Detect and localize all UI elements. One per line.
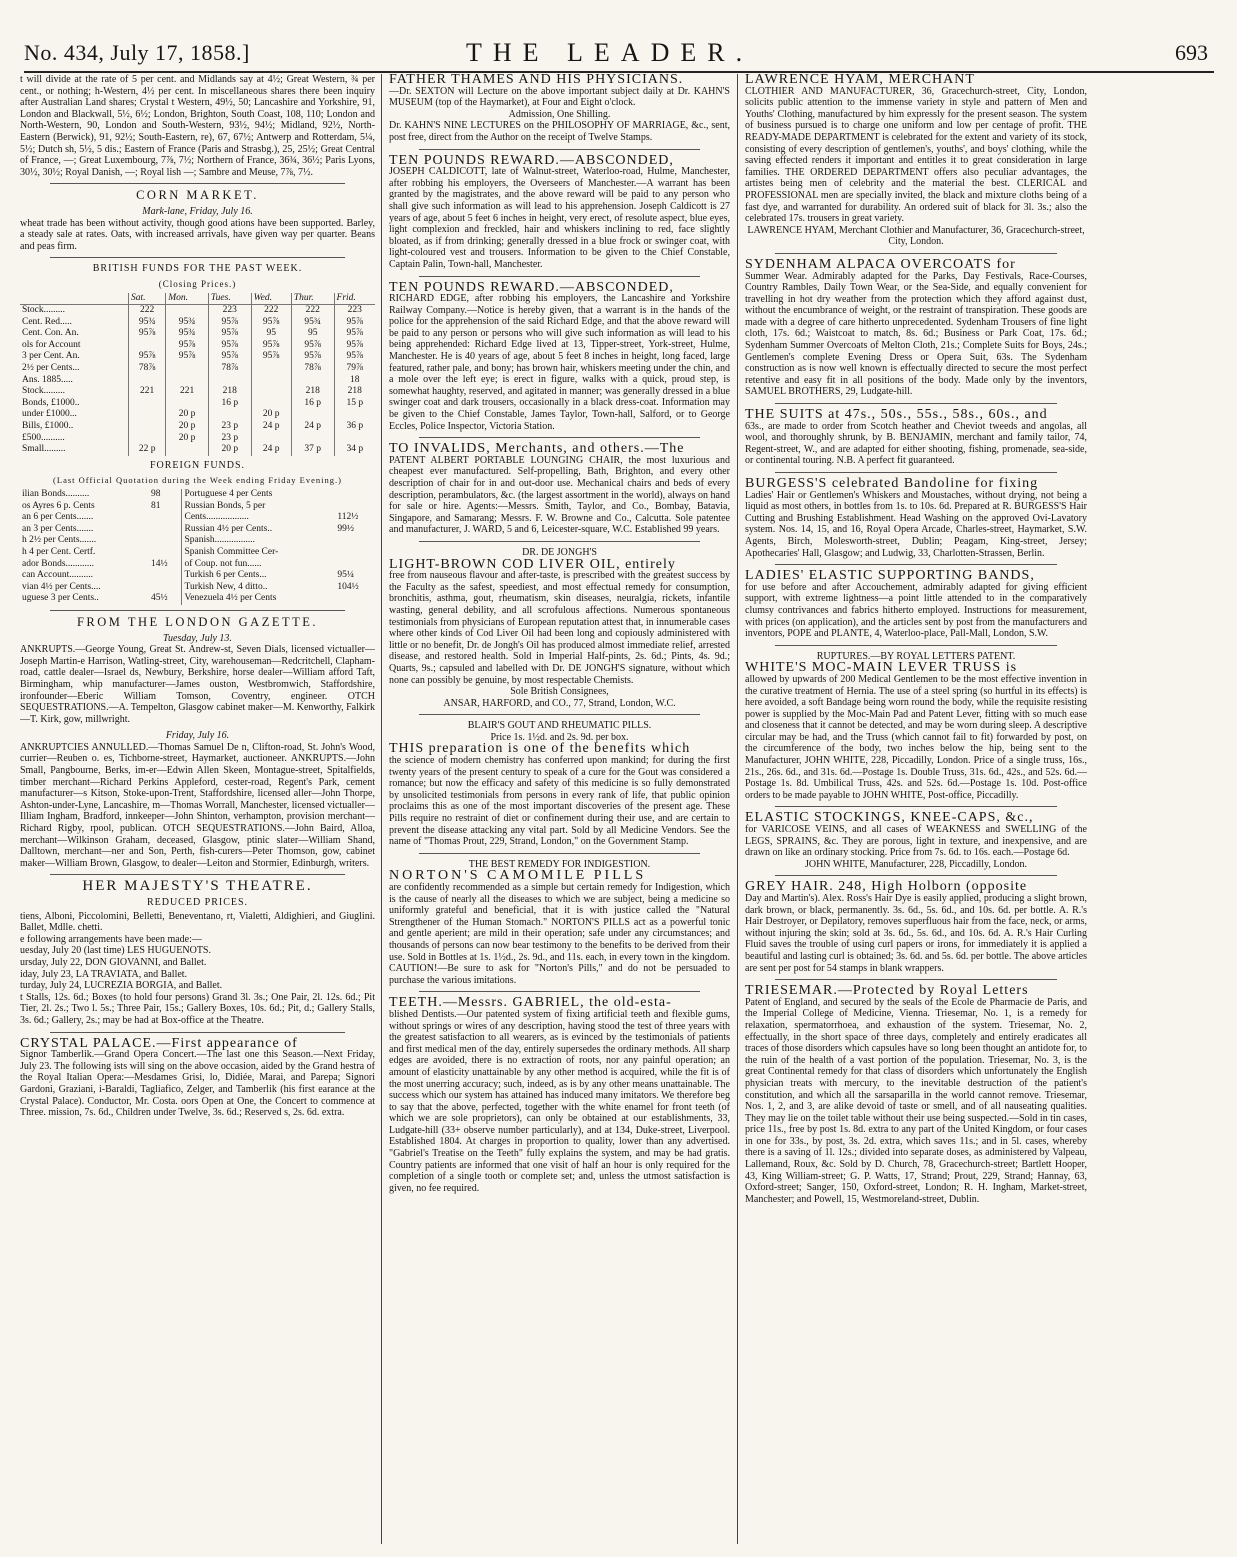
ad-body: Day and Martin's). Alex. Ross's Hair Dye is easily applied, producing a slight brown, dark brown, or black, permanently. 3s. 6d., 5s. 6d., and 10s. 6d. per bottle. A. R.'s Hair Destroyer, or Depilatory, removes superfluous hair from the face, neck, or arms, without injuring the skin; sold at 3s. 6d., 5s. 6d., and 10s. 6d. A. R.'s Hair Curling Fluid saves the trouble of using curl papers or irons, for immediately it is applied a beautiful and lasting curl is obtained; 3s. 6d. and 5s. 6d. per bottle. The above articles are sent per post for 54 stamps in blank wrappers. [745,893,1087,974]
table-cell [166,363,209,375]
table-row [20,593,375,605]
table-column-header: Mon. [166,293,209,305]
ad-body: blished Dentists.—Our patented system of fixing artificial teeth and flexible gums, without springs or wires of any description, having stood the test of three years with the greatest satisfaction to all wearers, as is evinced by the testimonials of patients and first medical men of the day, entirely supersedes the ordinary methods. All sharp edges are avoided, there is no extraction of roots, nor any painful operation; an amount of elasticity unattainable by any other method is acquired, while the fit is of the most unerring accuracy; such, indeed, as is by any other means unattainable. The success which our system has attained has induced many imitators. We therefore beg to say that the above, perfected, together with the white enamel for front teeth (of which we are sole proprietors), can only be obtained at our establishments, 33, Ludgate-hill (33+ observe number particularly), and at 134, Duke-street, Liverpool. Established 1804. At charges in proportion to quality, lower than any advertised. "Gabriel's Treatise on the Teeth" fully explains the system, and may be had gratis. Country patients are informed that one visit of half an hour is only required for the completion of a single tooth or complete set; and, unless the utmost satisfaction is given, no fee required. [389,1008,730,1194]
table-cell: ilian Bonds.......... [22,489,90,499]
table-cell: of Coup. not fun...... [182,559,335,571]
table-cell: 95¾ [166,317,209,329]
table-row [20,433,375,445]
table-cell [291,375,334,387]
section-rule [419,541,700,542]
table-cell [335,535,375,547]
table-cell: 95⅞ [251,340,291,352]
table-cell: 112½ [337,512,359,523]
table-cell [208,409,251,421]
table-cell: vian 4½ per Cents.... [22,581,101,592]
ad-suits [745,409,1087,467]
foreign-funds-subheading: (Last Official Quotation during the Week ending Friday Evening.) [53,475,342,486]
table-cell [251,386,291,398]
table-row [20,559,375,571]
table-cell [335,559,375,571]
table-row [20,305,375,317]
ad-title: NORTON'S CAMOMILE PILLS [389,868,647,884]
table-cell: 78⅞ [208,363,251,375]
ad-body: RICHARD EDGE, after robbing his employers, the Lancashire and Yorkshire Railway Company.—Notice is hereby given, that a warrant is in the hands of the police for the apprehension of the said Richard Edge, and that the above reward will be paid to any person or persons who will give such information as will lead to his being apprehended: Richard Edge lived at 13, Tipper-street, York-street, Hulme, Manchester. He is 40 years of age, about 5 feet 8 inches in height, long faced, large featured, rather pale, and bony; has brown hair, whiskers meeting under the chin, and a mole over the left eye; is erect in figure, walks with a quick, proud step, is somewhat haughty, reserved, and agitated in manner; was generally dressed in a blue swinger coat and dark trousers, occasionally in a black dress-coat. Information may be given to the Chief Constable, James Taylor, Town-hall, Salford, or to George Eccles, Police Inspector, Victoria Station. [389,293,730,432]
table-cell: 95⅞ [334,328,375,340]
table-cell: an 6 per Cents....... [22,512,94,523]
ad-title: SYDENHAM ALPACA OVERCOATS for [745,256,1016,272]
table-cell: h 2½ per Cents....... [22,535,97,546]
ad-elastic-stockings [745,812,1087,870]
section-rule [50,183,345,184]
ad-title: TO INVALIDS, Merchants, and others.—The [389,441,685,457]
british-funds-subheading: (Closing Prices.) [158,278,237,289]
ad-footer: JOHN WHITE, Manufacturer, 228, Piccadilly, London. [804,858,1028,870]
table-row [20,501,375,513]
table-cell: Stock......... [22,305,66,316]
section-rule [419,276,700,277]
table-row [20,386,375,398]
ad-body: for use before and after Accouchement, admirably adapted for giving efficient support, with extreme lightness—a point little attended to in the comparatively clumsy contrivances and fabrics hitherto employed. Instructions for measurement, with prices (on application), and the articles sent by post from the manufacturers and inventors, POPE and PLANTE, 4, Waterloo-place, Pall-Mall, London, S.W. [745,581,1087,640]
table-cell: 95¾ [166,328,209,340]
gazette-date-2: Friday, July 16. [165,730,230,742]
ad-admission: Admission, One Shilling. [508,108,611,120]
table-row [20,489,375,501]
ad-body: Ladies' Hair or Gentlemen's Whiskers and Moustaches, without drying, not being a liquid as most others, in bottles from 1s. to 10s. 6d. Prepared at R. BURGESS'S Hair Cutting and Brushing Establishment. Head Washing on the approved Ovi-Lavatory system. Nos. 14, 15, and 16, Royal Opera Arcade, Charles-street, Haymarket, S.W. Agents, Birch, Molesworth-street, Dublin; Peagam, King-street, Jersey; Apothecaries' Hall, Glasgow; and Ludwig, 33, Charlotten-Strassen, Berlin. [745,489,1087,559]
ad-norton-pills [389,859,730,987]
section-rule [775,806,1057,807]
theatre-prices: t Stalls, 12s. 6d.; Boxes (to hold four persons) Grand 3l. 3s.; One Pair, 2l. 12s. 6d.; Pit Tier, 2l. 2s.; Two l. 5s.; Three Pair, 15s.; Gallery Boxes, 10s. 6d.; Pit, d.; Gallery Stalls, 3s. 6d.; Gallery, 2s.; may be had at Box-office at the Theatre. [20,991,375,1026]
table-cell [129,375,166,387]
table-cell: 218 [334,386,375,398]
table-cell: 95⅞ [334,317,375,329]
table-cell: Small......... [22,444,66,455]
table-row [20,582,375,594]
table-cell: Ans. 1885..... [22,374,73,385]
table-row [20,512,375,524]
table-cell [335,593,375,605]
ad-pretitle: DR. DE JONGH'S [522,546,597,558]
table-cell: 95⅞ [208,351,251,363]
gazette-date-1: Tuesday, July 13. [163,632,232,644]
table-cell: Stock......... [22,386,66,397]
ad-body: the science of modern chemistry has conferred upon mankind; for during the first twenty years of the present century to speak of a cure for the Gout was considered a romance; but now the efficacy and safety of this medicine is so fully demonstrated by unsolicited testimonials from persons in every rank of life, that public opinion proclaims this as one of the most important discoveries of the present age. These Pills require no restraint of diet or confinement during their use, and are certain to prevent the disease attacking any vital part. Sold by all Medicine Vendors. See the name of "Thomas Prout, 229, Strand, London," on the Government Stamp. [389,755,730,848]
table-cell: 99½ [337,523,354,534]
ad-title: BURGESS'S celebrated Bandoline for fixing [745,476,1039,491]
table-cell: 16 p [291,398,334,410]
table-cell: 95⅞ [166,351,209,363]
table-cell: Cents.................. [182,512,335,524]
table-cell: 23 p [208,421,251,433]
table-cell: Russian Bonds, 5 per [182,501,335,513]
ad-grey-hair [745,881,1087,974]
table-cell: 37 p [291,444,334,456]
table-cell: 20 p [166,421,209,433]
table-cell: uguese 3 per Cents.. [22,593,99,604]
table-row [20,547,375,559]
ad-title: LIGHT-BROWN COD LIVER OIL, entirely [389,556,676,572]
table-column-header [20,293,129,305]
ad-body: —Dr. SEXTON will Lecture on the above important subject daily at Dr. KAHN'S MUSEUM (top of the Haymarket), at Four and Eight o'clock. [389,85,730,109]
table-cell [149,582,182,594]
table-column-header: Thur. [291,293,334,305]
section-rule [419,714,700,715]
table-cell: 218 [291,386,334,398]
table-cell: 2½ per Cents... [22,363,80,374]
table-row [20,351,375,363]
table-cell: 24 p [291,421,334,433]
table-cell: 22 p [129,444,166,456]
table-cell: 95 [251,328,291,340]
table-cell: ador Bonds............ [22,558,95,569]
theatre-program-line: turday, July 24, LUCREZIA BORGIA, and Ballet. [20,980,223,992]
table-cell: 104½ [337,581,359,592]
theatre-heading: HER MAJESTY'S THEATRE. [82,878,313,895]
foreign-funds-table [20,489,375,605]
gazette-text-2: ANKRUPTCIES ANNULLED.—Thomas Samuel De n, Clifton-road, St. John's Wood, currier—Reuben o. es, Tichborne-street, Haymarket, auctioneer. ANKRUPTS.—John Small, Pangbourne, Berks, im-er—Edwin Allen Skeen, Montague-street, Spitalfields, timber merchant—Richard Perkins Appleford, cester-road, Regent's Park, cement manufacturer—s Kitson, Stoke-upon-Trent, Staffordshire, licensed aller—John Thorpe, Ashton-under-Lyne, Lancashire, m—Thomas Worrall, Manchester, licensed victualler—Illiam Ingham, Bradford, innkeeper—John Shinton, verhampton, provision merchant—Richard Rigby, rpool, publican. OTCH SEQUESTRATIONS.—John Baird, Alloa, merchant—Wilkinson Graham, deceased, Glasgow, ptinic slater—William Shand, Dalltown, merchant—ner and Son, Perth, fish-curers—Peter Thomson, gow, cabinet maker—William Brown, Glasgow, to dealer—Leiton and Stormier, Edinburgh, writers. [20,741,375,869]
table-cell: ols for Account [22,339,81,350]
page-number: 693 [1175,40,1208,65]
table-cell [291,409,334,421]
table-cell: 95¾ [129,317,166,329]
ad-body: 63s., are made to order from Scotch heather and Cheviot tweeds and angolas, all wool, and thoroughly shrunk, by B. BENJAMIN, merchant and family tailor, 74, Regent-street, W., and are adapted for either shooting, fishing, promenade, sea-side, or continental touring. N.B. A perfect fit guaranteed. [745,420,1087,467]
ad-title: GREY HAIR. 248, High Holborn (opposite [745,879,1028,895]
table-column-header: Wed. [251,293,291,305]
ad-burgess [745,478,1087,559]
table-cell: 23 p [208,433,251,445]
table-cell: 95¼ [337,570,354,581]
table-cell: Turkish 6 per Cents... [182,570,335,582]
ad-title: WHITE'S MOC-MAIN LEVER TRUSS is [745,660,1018,676]
table-cell [335,547,375,559]
table-cell: 95⅞ [166,340,209,352]
theatre-program-line: iday, July 23, LA TRAVIATA, and Ballet. [20,968,188,980]
ad-blair-pills [389,720,730,848]
ad-father-thames [389,74,730,144]
table-cell [129,433,166,445]
table-cell: Portuguese 4 per Cents [182,489,335,501]
table-cell: Spanish Committee Cer- [182,547,335,559]
column-divider [737,74,738,1544]
table-cell: 36 p [334,421,375,433]
ad-title: THE SUITS at 47s., 50s., 55s., 58s., 60s., and [745,407,1048,423]
table-cell: 78⅞ [291,363,334,375]
table-cell [335,489,375,501]
section-rule [419,853,700,854]
table-column-header: Frid. [334,293,375,305]
page-header [24,36,1214,74]
ad-lawrence-hyam [745,74,1087,248]
table-cell [149,570,182,582]
ad-title: TEN POUNDS REWARD.—ABSCONDED, [389,279,674,295]
table-cell [251,363,291,375]
ad-cod-liver-oil [389,547,730,709]
table-cell: 20 p [166,409,209,421]
table-cell: 15 p [334,398,375,410]
table-cell: 20 p [208,444,251,456]
table-cell [251,398,291,410]
table-cell: 24 p [251,421,291,433]
table-cell [251,433,291,445]
table-cell: Venezuela 4½ per Cents [182,593,335,605]
theatre-program-line: uesday, July 20 (last time) LES HUGUENOTS. [20,945,211,957]
table-cell: Turkish New, 4 ditto.. [182,582,335,594]
ad-body: JOSEPH CALDICOTT, late of Walnut-street, Waterloo-road, Hulme, Manchester, after robbing his employers, the Overseers of Manchester.—A warrant has been granted by the magistrates, and the above reward will be paid to any person who shall give such information as will lead to his apprehension. Joseph Caldicott is 27 years of age, about 5 feet 6 inches in height, very erect, of resolute aspect, blue eyes, light complexion and freckled, hair and whiskers inclining to red, face slightly bloated, as if from drinking; generally dressed in a blue frock or swinger coat, with light-coloured vest and trousers. Information to be given to the Chief Constable, Captain Palin, Town-hall, Manchester. [389,166,730,270]
table-cell: 95⅞ [208,328,251,340]
section-rule [775,472,1057,473]
table-cell: 223 [334,305,375,317]
table-cell [334,433,375,445]
table-cell: Russian 4½ per Cents.. [182,524,335,536]
british-funds-heading: BRITISH FUNDS FOR THE PAST WEEK. [92,263,303,275]
table-cell: 3 per Cent. An. [22,351,80,362]
table-cell: Bonds, £1000.. [22,397,80,408]
table-cell [166,398,209,410]
column-3 [745,74,1087,1544]
section-rule [775,645,1057,646]
section-rule [50,257,345,258]
table-cell: 78⅞ [129,363,166,375]
section-rule [775,253,1057,254]
section-rule [50,1032,345,1033]
table-column-header: Tues. [208,293,251,305]
table-cell [149,535,182,547]
ad-pretitle: THE BEST REMEDY FOR INDIGESTION. [468,858,651,870]
table-row [20,328,375,340]
table-cell: 95⅞ [251,351,291,363]
ad-price: Price 1s. 1½d. and 2s. 9d. per box. [490,731,629,743]
table-row [20,570,375,582]
header-rule [24,71,1214,73]
theatre-cast: tiens, Alboni, Piccolomini, Belletti, Beneventano, rt, Vialetti, Aldighieri, and Giuglini. Ballet, Mdlle. chetti. [20,910,375,934]
section-rule [419,149,700,150]
table-cell: 34 p [334,444,375,456]
table-row [20,444,375,456]
crystal-palace-heading: CRYSTAL PALACE.—First appearance of [20,1035,298,1051]
ad-body: Summer Wear. Admirably adapted for the Parks, Day Festivals, Race-Courses, Country Rambles, Daily Town Wear, or the Sea-Side, and equally convenient for travelling in hot dry weather from the protection which they afford against dust, without the encumbrance of weight, or the restraint of transpiration. These goods are made with a degree of care hitherto unprecedented. Sydenham Trousers of fine light cloth, 17s. 6d.; Waistcoat to match, 8s. 6d.; Business or Park Coat, 17s. 6d.; Sydenham Summer Overcoats of Melton Cloth, 21s.; Complete Suits for Boys, 24s.; Gentlemen's complete Evening Dress or Opera Suit, 63s. The Sydenham construction as is now well known is effectually directed to secure the most perfect retentive and easy fit in all positions of the body. Made only by the inventors, SAMUEL BROTHERS, 29, Ludgate-hill. [745,270,1087,398]
ad-title: THIS preparation is one of the benefits which [389,741,691,757]
table-cell [335,501,375,513]
ad-pretitle: BLAIR'S GOUT AND RHEUMATIC PILLS. [467,720,652,732]
table-cell: 81 [151,500,161,511]
table-cell: 222 [291,305,334,317]
table-cell [149,547,182,559]
table-cell: 95⅞ [251,317,291,329]
table-cell [334,409,375,421]
markets-text: t will divide at the rate of 5 per cent. and Midlands say at 4½; Great Western, ¾ per cent., or nothing; h-Western, 4½ per cent. In miscellaneous shares there been inquiry after Australian Land shares; Crystal t Western, 49½, 50; Lancashire and Yorkshire, 91, London and Blackwall, 5½, 6½; London, Brighton, South Coast, 108, 110; London and North-Western, 90, London and South-Western, 93½, 94½; Midland, 92½, North-Eastern (Berwick), 91, 92½; South-Eastern, re), 67, 67½; Antwerp and Rotterdam, 5¼, 5½; Dutch sh, 5½, 5 dis.; Eastern of France (Paris and Strasbg.), 25, 25½; Great Central of France, —; Great Luxembourg, 7⅞, 7½; Northern of France, 36¾, 36½; Paris Lyons, 30½, 30½; Royal Danish, —; Royal lish —; Sambre and Meuse, 7⅞, 7½. [20,74,375,178]
table-cell [251,375,291,387]
ad-title: ELASTIC STOCKINGS, KNEE-CAPS, &c., [745,810,1034,826]
issue-line: No. 434, July 17, 1858.] [24,40,250,65]
section-rule [775,403,1057,404]
table-cell: 221 [166,386,209,398]
table-row [20,363,375,375]
table-cell: 95⅞ [129,328,166,340]
theatre-subheading: REDUCED PRICES. [146,897,249,908]
ad-title: TEN POUNDS REWARD.—ABSCONDED, [389,152,674,168]
table-cell: Cent. Red..... [22,316,72,327]
ad-body: are confidently recommended as a simple but certain remedy for Indigestion, which is the cause of nearly all the diseases to which we are subject, being a medicine so uniformly grateful and beneficial, that it is with justice called the "Natural Strengthener of the Human Stomach." NORTON'S PILLS act as a powerful tonic and gentle aperient; are mild in their operation; safe under any circumstances; and thousands of persons can now bear testimony to the benefits to be derived from their use. Sold in Bottles at 1s. 1½d., 2s. 9d., and 11s. each, in every town in the kingdom. CAUTION!—Be sure to ask for "Norton's Pills," and do not be persuaded to purchase the various imitations. [389,882,730,986]
ad-body: allowed by upwards of 200 Medical Gentlemen to be the most effective invention in the curative treatment of Hernia. The use of a steel spring (so hurtful in its effects) is here avoided, a soft Bandage being worn round the body, while the requisite resisting power is supplied by the Moc-Main Pad and Patent Lever, fitting with so much ease and closeness that it cannot be detected, and may be worn during sleep. A descriptive circular may be had, and the Truss (which cannot fail to fit) forwarded by post, on the circumference of the body, two inches below the hip, being sent to the Manufacturer, JOHN WHITE, 228, Piccadilly, London. Price of a single truss, 16s., 21s., 26s. 6d., and 31s. 6d.—Postage 1s. Double Truss, 31s. 6d., 42s., and 52s. 6d.—Postage 1s. 8d. Umbilical Truss, 42s. and 52s. 6d.—Postage 1s. 10d. Post-office orders to be made payable to JOHN WHITE, Post-office, Piccadilly. [745,673,1087,801]
ad-footer: LAWRENCE HYAM, Merchant Clothier and Manufacturer, 36, Gracechurch-street, City, London. [747,224,1085,248]
column-divider [381,74,382,1544]
table-row [20,421,375,433]
section-rule [775,979,1057,980]
table-cell [166,375,209,387]
table-cell [149,512,182,524]
ad-white-truss [745,651,1087,802]
table-cell [129,409,166,421]
ad-title: TEETH.—Messrs. GABRIEL, the old-esta- [389,995,672,1011]
corn-market-heading: CORN MARKET. [136,188,259,203]
table-row [20,375,375,387]
table-cell: 222 [129,305,166,317]
table-cell: an 3 per Cents....... [22,523,94,534]
table-row [20,524,375,536]
table-cell [291,433,334,445]
ad-reward-caldicott [389,152,730,271]
table-cell [129,340,166,352]
ad-title: LADIES' ELASTIC SUPPORTING BANDS, [745,568,1035,584]
ad-body: Patent of England, and secured by the seals of the Ecole de Pharmacie de Paris, and the Imperial College of Medicine, Vienna. Triesemar, No. 1, is a remedy for relaxation, spermatorrhoea, and exhaustion of the system. Triesemar, No. 2, effectually, in the short space of three days, completely and entirely eradicates all traces of those disorders which capsules have so long been thought an antidote for, to the ruin of the health of a vast portion of the population. Triesemar, No. 3, is the great Continental remedy for that class of disorders which unfortunately the English physician treats with mercury, to the inevitable destruction of the patient's constitution, and which all the sarsaparilla in the world cannot remove. Triesemar, Nos. 1, 2, and 3, are alike devoid of taste or smell, and of all nauseating qualities. They may lie on the toilet table without their use being suspected.—Sold in tin cases, price 11s., free by post 1s. 8d. extra to any part of the United Kingdom, or four cases in one for 33s., by post, 3s. 2d. extra, which saves 11s.; and in 5l. cases, whereby there is a saving of 1l. 12s.; divided into separate doses, as administered by Valpeau, Lallemand, Roux, &c. Sold by D. Church, 78, Gracechurch-street; Bartlett Hooper, 43, King William-street; G. P. Watts, 17, Strand; Prout, 229, Strand; Hannay, 63, Oxford-street; Sanger, 150, Oxford-street, London; R. H. Ingham, Market-street, Manchester; and Powell, 15, Westmoreland-street, Dublin. [745,996,1087,1205]
ad-body: CLOTHIER AND MANUFACTURER, 36, Gracechurch-street, City, London, solicits public attention to the immense variety in style and pattern of Men and Youths' Clothing, manufactured by him expressly for the present season. The system of business pursued is to charge one uniform and low per centage of profit. THE READY-MADE DEPARTMENT is celebrated for the extent and variety of its stock, consisting of every description of gentlemen's, youths', and boys' clothing, while the saving effected renders it important and entitles it to great consideration in large families. THE ORDERED DEPARTMENT offers also peculiar advantages, the artistes being men of celebrity and the material the best. CLERICAL and PROFESSIONAL men are specially invited, the black and mixture cloths being of a fast dye, and warranted for durability. An ordered suit of black for 3l. 3s.; also the celebrated 17s. trousers in great variety. [745,85,1087,225]
table-cell: 45½ [151,593,168,604]
ad-triesemar [745,985,1087,1205]
ad-body: Dr. KAHN'S NINE LECTURES on the PHILOSOPHY OF MARRIAGE, &c., sent, post free, direct from the Author on the receipt of Twelve Stamps. [389,120,730,143]
ad-title: FATHER THAMES AND HIS PHYSICIANS. [389,74,684,87]
theatre-intro: e following arrangements have been made:— [20,933,202,945]
table-cell [129,421,166,433]
table-cell: 18 [334,375,375,387]
table-cell: Cent. Con. An. [22,328,79,339]
gazette-text-1: ANKRUPTS.—George Young, Great St. Andrew-st, Seven Dials, licensed victualler—Joseph Martin-e Harrison, Watling-street, City, warehouseman—Redcritchell, Clapham-road, cattle dealer—Israel ds, Newbury, Berkshire, horse dealer—William afford Taft, Birmingham, whip manufacturer—James ouston, Westbromwich, Staffordshire, ironfounder—Eberic William Tomson, Coventry, engineer. OTCH SEQUESTRATIONS.—A. Tempelton, Glasgow cabinet maker—M. Kenworthy, Falkirk—T. Kirk, gow, millwright. [20,644,375,725]
table-cell: 218 [208,386,251,398]
table-row [20,409,375,421]
table-cell: os Ayres 6 p. Cents [22,500,95,511]
table-cell: 95⅞ [208,317,251,329]
table-cell [149,524,182,536]
table-cell [208,375,251,387]
table-row [20,535,375,547]
table-cell: under £1000... [22,409,77,420]
ad-body: for VARICOSE VEINS, and all cases of WEAKNESS and SWELLING of the LEGS, SPRAINS, &c. They are porous, light in texture, and inexpensive, and are drawn on like an ordinary stocking. Price from 7s. 6d. to 16s. each.—Postage 6d. [745,824,1087,859]
table-cell: Bills, £1000.. [22,421,74,432]
table-cell: 16 p [208,398,251,410]
table-cell: 95⅞ [129,351,166,363]
ad-ladies-bands [745,570,1087,640]
corn-market-text: wheat trade has been without activity, though good ations have been supported. Barley, a steady sale at rates. Oats, with increased arrivals, have given way per quarter. Beans and peas firm. [20,217,375,252]
ad-title: TRIESEMAR.—Protected by Royal Letters [745,983,1029,999]
corn-dateline: Mark-lane, Friday, July 16. [142,205,253,217]
table-cell [166,444,209,456]
ad-address: ANSAR, HARFORD, and CO., 77, Strand, London, W.C. [443,697,676,709]
table-cell [166,305,209,317]
column-1 [20,74,375,1544]
table-cell: 79⅞ [334,363,375,375]
ad-title: LAWRENCE HYAM, MERCHANT [745,74,975,87]
ad-body: free from nauseous flavour and after-taste, is prescribed with the greatest success by the Faculty as the safest, speediest, and most effectual remedy for consumption, bronchitis, asthma, gout, rheumatism, skin diseases, neuralgia, rickets, infantile wasting, general debility, and all scrofulous affections. Numerous spontaneous testimonials from physicians of European reputation attest that, in innumerable cases where other kinds of Cod Liver Oil had been long and copiously administered with little or no benefit, Dr. de Jongh's Oil has produced almost immediate relief, arrested disease, and restored health. Sold in Imperial Half-pints, 2s. 6d.; Pints, 4s. 9d.; Quarts, 9s.; capsuled and labelled with Dr. DE JONGH'S signature, without which none can possibly be genuine, by most respectable Chemists. [389,570,730,686]
ad-pretitle: RUPTURES.—BY ROYAL LETTERS PATENT. [816,650,1016,662]
ad-consignees: Sole British Consignees, [510,686,609,698]
foreign-funds-heading: FOREIGN FUNDS. [149,459,246,471]
table-cell: 222 [251,305,291,317]
ad-invalids [389,443,730,536]
section-rule [419,437,700,438]
ad-body: PATENT ALBERT PORTABLE LOUNGING CHAIR, the most luxurious and cheapest ever manufactured. Self-propelling, Bath, Brighton, and every other description of chair for in and out-door use. Mechanical chairs and beds of every description, perambulators, &c. (the largest assortment in the world), always on hand for sale or hire. Agents:—Messrs. Smith, Taylor, and Co., Bombay, Batavia, Singapore, and Samarang; Messrs. F. W. Browne and Co., Calcutta. Sole patentee and manufacturer, J. WARD, 5 and 6, Leicester-square, W.C. Established 99 years. [389,454,730,536]
table-cell: 95⅞ [208,340,251,352]
table-cell: 95⅞ [291,351,334,363]
gazette-heading: FROM THE LONDON GAZETTE. [76,614,318,629]
table-column-header: Sat. [129,293,166,305]
table-cell: 95⅞ [334,340,375,352]
section-rule [775,564,1057,565]
table-cell: 95⅞ [334,351,375,363]
section-rule [419,991,700,992]
ad-sydenham [745,256,1087,398]
table-cell: 95¾ [291,317,334,329]
table-cell: 20 p [251,409,291,421]
section-rule [775,875,1057,876]
table-cell: 98 [151,489,161,499]
table-row [20,398,375,410]
british-funds-table [20,293,375,456]
section-rule [50,610,345,611]
table-row [20,317,375,329]
table-cell: 20 p [166,433,209,445]
table-header-row [20,293,375,305]
table-cell: 95 [291,328,334,340]
table-cell: 95⅞ [291,340,334,352]
table-cell: Spanish................. [182,535,335,547]
table-cell: 223 [208,305,251,317]
ad-teeth [389,997,730,1194]
column-2 [389,74,730,1544]
table-cell: can Account.......... [22,570,93,581]
ad-reward-edge [389,279,730,433]
table-row [20,340,375,352]
table-cell [129,398,166,410]
crystal-palace-text: Signor Tamberlik.—Grand Opera Concert.—The last one this Season.—Next Friday, July 23. The following ists will sing on the above occasion, aided by the Grand hestra of the Royal Italian Opera:—Mesdames Grisi, lo, Didiée, Marai, and Parepa; Signori Gardoni, Graziani, i-Baraldi, Tagliafico, Zelger, and Tamberlik (his first earance at the Crystal Palace). Conductor, Mr. Costa. oors Open at One, the Concert to commence at Three. mission, 7s. 6d., Children under Twelve, 3s. 6d.; Reserved s, 2s. 6d. extra. [20,1049,375,1119]
section-rule [50,874,345,875]
masthead-title: THE LEADER. [466,38,754,67]
table-cell: 221 [129,386,166,398]
table-cell: 24 p [251,444,291,456]
table-cell: h 4 per Cent. Certf. [22,546,96,557]
table-cell: 14½ [151,558,168,569]
table-cell: £500.......... [22,432,65,443]
theatre-program-line: ursday, July 22, DON GIOVANNI, and Ballet. [20,956,207,968]
